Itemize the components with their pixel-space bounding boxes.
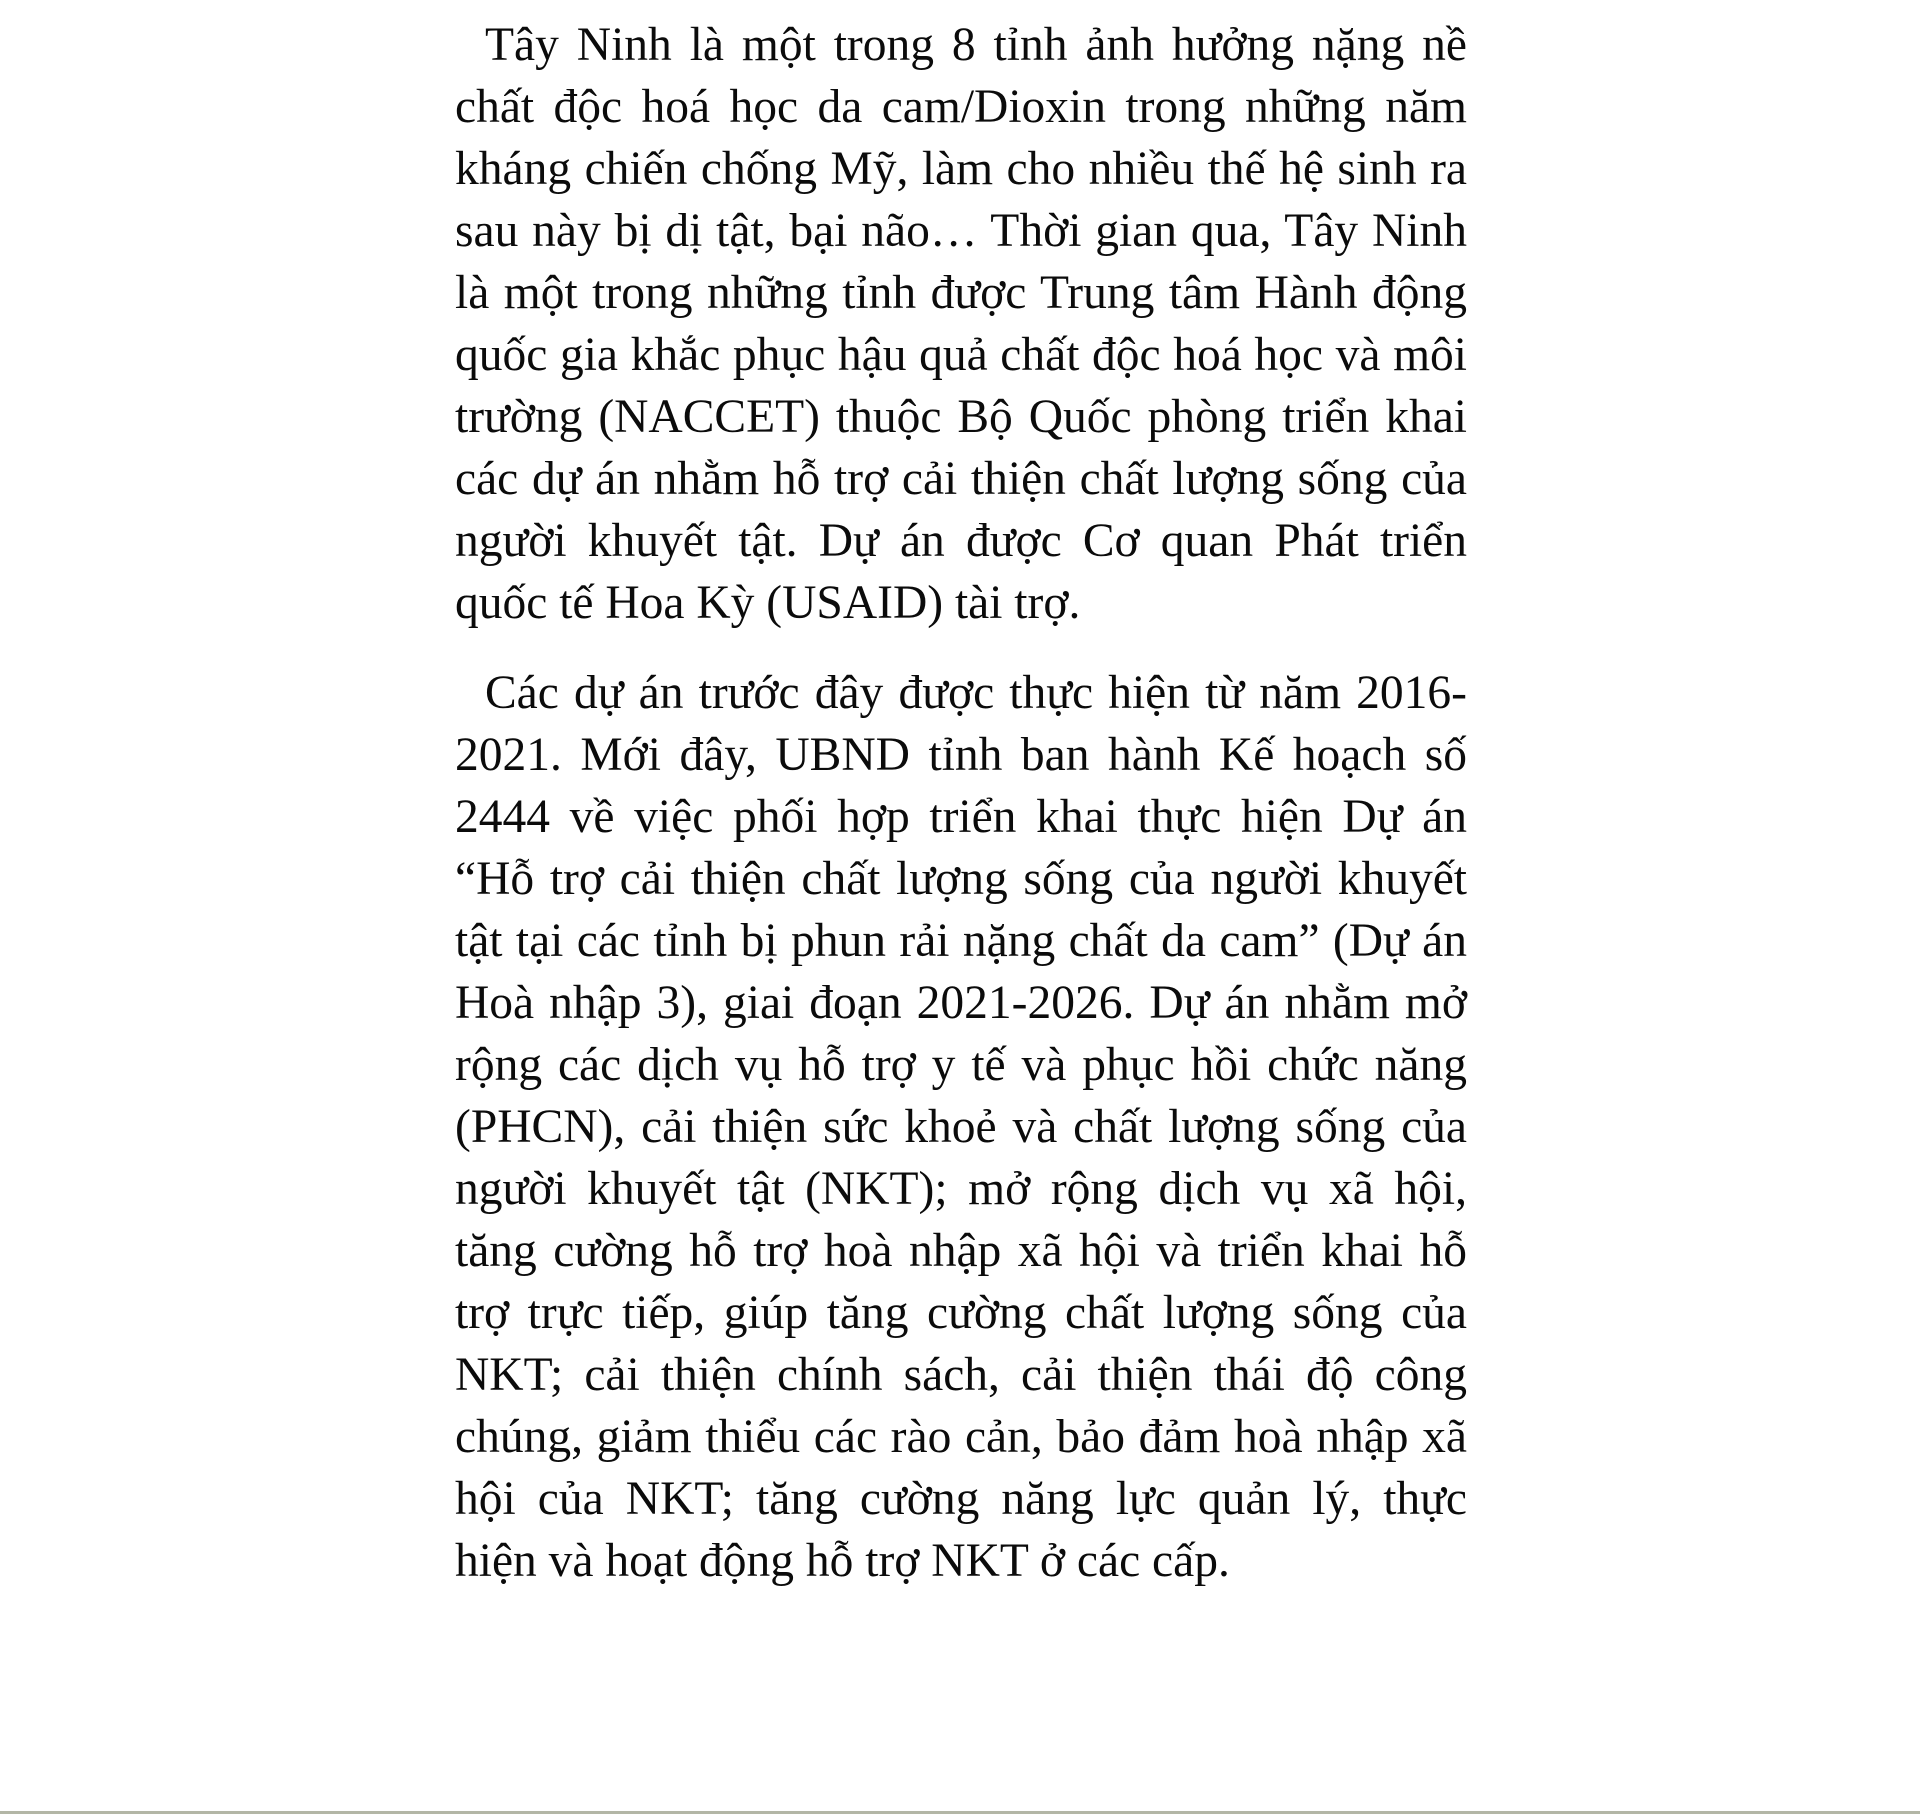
paragraph-1: Tây Ninh là một trong 8 tỉnh ảnh hưởng nặng nề chất độc hoá học da cam/Dioxin trong những năm kháng chiến chống Mỹ, làm cho nhiều thế hệ sinh ra sau này bị dị tật, bại não… Thời gian qua, Tây Ninh là một trong những tỉnh được Trung tâm Hành động quốc gia khắc phục hậu quả chất độc hoá học và môi trường (NACCET) thuộc Bộ Quốc phòng triển khai các dự án nhằm hỗ trợ cải thiện chất lượng sống của người khuyết tật. Dự án được Cơ quan Phát triển quốc tế Hoa Kỳ (USAID) tài trợ. [455, 19, 1467, 629]
document-page [455, 14, 1467, 1592]
paragraph-2: Các dự án trước đây được thực hiện từ năm 2016-2021. Mới đây, UBND tỉnh ban hành Kế hoạch số 2444 về việc phối hợp triển khai thực hiện Dự án “Hỗ trợ cải thiện chất lượng sống của người khuyết tật tại các tỉnh bị phun rải nặng chất da cam” (Dự án Hoà nhập 3), giai đoạn 2021-2026. Dự án nhằm mở rộng các dịch vụ hỗ trợ y tế và phục hồi chức năng (PHCN), cải thiện sức khoẻ và chất lượng sống của người khuyết tật (NKT); mở rộng dịch vụ xã hội, tăng cường hỗ trợ hoà nhập xã hội và triển khai hỗ trợ trực tiếp, giúp tăng cường chất lượng sống của NKT; cải thiện chính sách, cải thiện thái độ công chúng, giảm thiểu các rào cản, bảo đảm hoà nhập xã hội của NKT; tăng cường năng lực quản lý, thực hiện và hoạt động hỗ trợ NKT ở các cấp. [455, 667, 1467, 1587]
